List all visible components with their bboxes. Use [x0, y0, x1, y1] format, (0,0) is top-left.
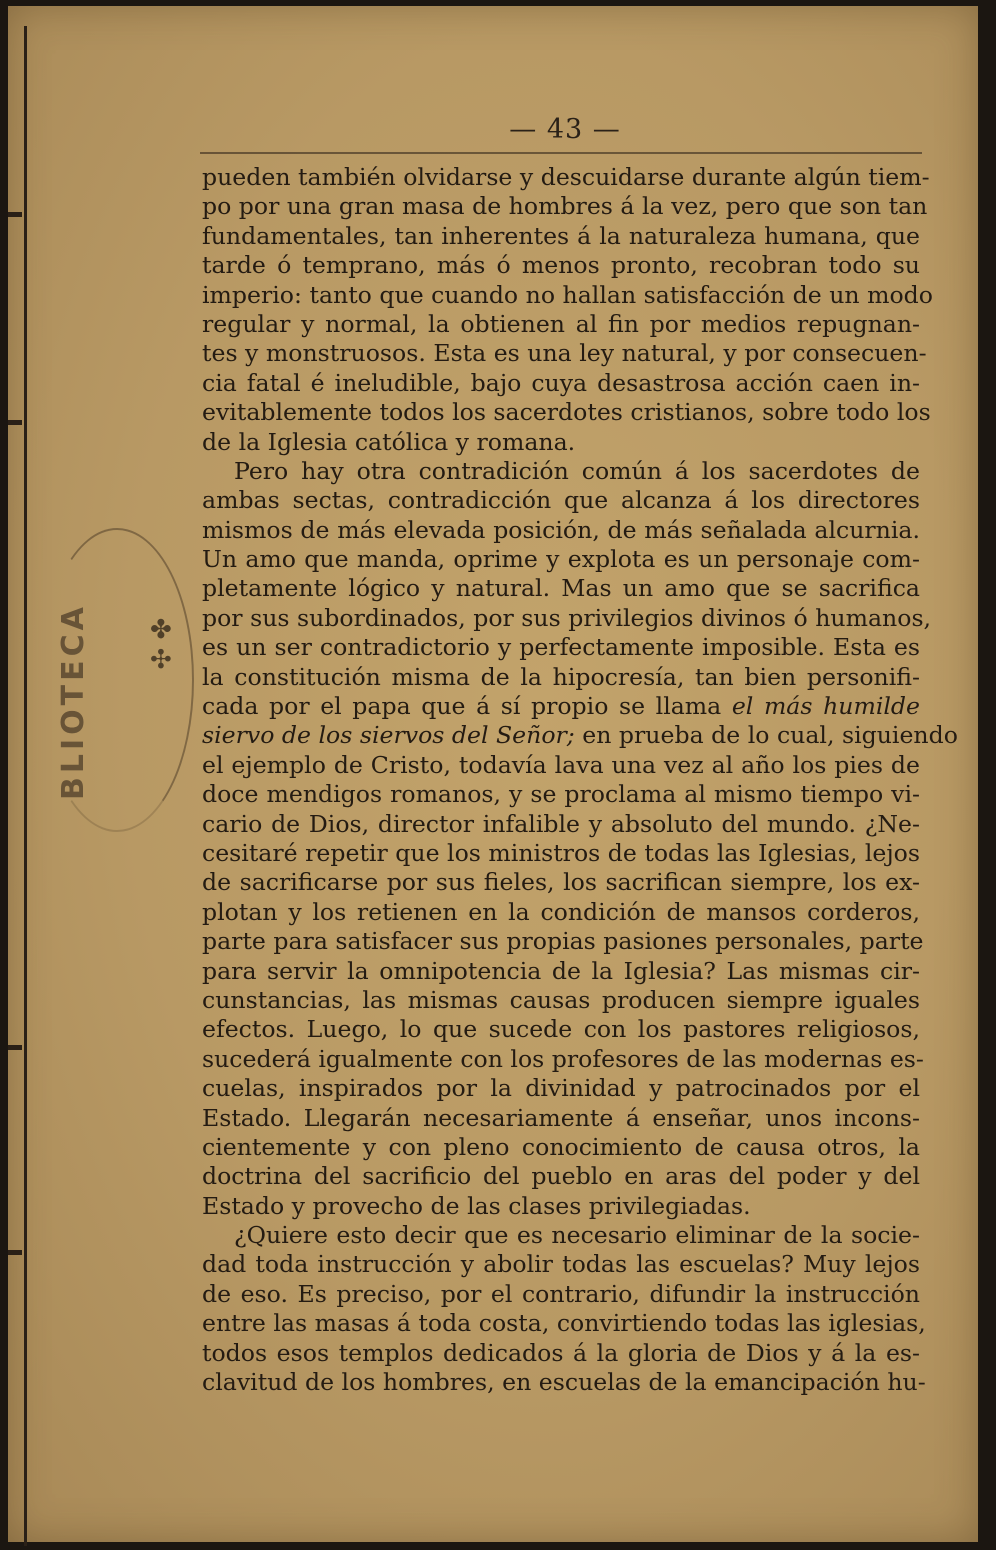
text-line: parte para satisfacer sus propias pasiones personales, parte: [202, 927, 924, 956]
text-line: Estado y provecho de las clases privilegiadas.: [202, 1191, 751, 1220]
text-line: cia fatal é ineludible, bajo cuya desastrosa acción caen in-: [202, 368, 920, 397]
text-line: el ejemplo de Cristo, todavía lava una vez al año los pies de: [202, 750, 920, 779]
italic-text: siervo de los siervos del Señor;: [202, 721, 575, 750]
edge-tick: [8, 420, 22, 425]
text-line: cientemente y con pleno conocimiento de causa otros, la: [202, 1132, 920, 1161]
text-line: sucederá igualmente con los profesores de las modernas es-: [202, 1044, 924, 1073]
text-line: tarde ó temprano, más ó menos pronto, recobran todo su: [202, 251, 920, 280]
binding-edge: [24, 26, 27, 1546]
text-line: Un amo que manda, oprime y explota es un personaje com-: [202, 545, 920, 574]
edge-tick: [8, 1045, 22, 1050]
text-line: tes y monstruosos. Esta es una ley natural, y por consecuen-: [202, 339, 927, 368]
text-line: po por una gran masa de hombres á la vez, pero que son tan: [202, 192, 928, 221]
text-line: fundamentales, tan inherentes á la naturaleza humana, que: [202, 221, 920, 250]
text-line: pueden también olvidarse y descuidarse durante algún tiem-: [202, 163, 930, 191]
text-line: cunstancias, las mismas causas producen siempre iguales: [202, 985, 920, 1014]
text-line: mismos de más elevada posición, de más señalada alcurnia.: [202, 515, 920, 544]
text-line: la constitución misma de la hipocresía, tan bien personifi-: [202, 662, 920, 691]
text-line: regular y normal, la obtienen al fin por medios repugnan-: [202, 309, 920, 338]
library-stamp-text: BLIOTECA: [56, 603, 91, 800]
text-line: plotan y los retienen en la condición de mansos corderos,: [202, 897, 920, 926]
stamp-mark: ✤ ✣: [150, 615, 172, 675]
text-line: es un ser contradictorio y perfectamente imposible. Esta es: [202, 633, 920, 662]
text-line: de eso. Es preciso, por el contrario, difundir la instrucción: [202, 1279, 920, 1308]
edge-tick: [8, 212, 22, 217]
text-line: cesitaré repetir que los ministros de todas las Iglesias, lejos: [202, 838, 920, 867]
text-line: de la Iglesia católica y romana.: [202, 427, 576, 456]
text-line: por sus subordinados, por sus privilegios divinos ó humanos,: [202, 603, 932, 632]
text-line: entre las masas á toda costa, convirtiendo todas las iglesias,: [202, 1309, 926, 1338]
text-line: evitablemente todos los sacerdotes cristianos, sobre todo los: [202, 398, 931, 427]
text-segment: cada por el papa que á sí propio se llama: [202, 692, 722, 721]
text-line: pletamente lógico y natural. Mas un amo que se sacrifica: [202, 574, 920, 603]
text-line: cario de Dios, director infalible y absoluto del mundo. ¿Ne-: [202, 809, 920, 838]
header-rule: [200, 152, 922, 154]
text-line: [202, 721, 958, 750]
text-line: Pero hay otra contradición común á los sacerdotes de: [234, 456, 920, 485]
page-number: — 43 —: [509, 114, 621, 145]
text-line: imperio: tanto que cuando no hallan satisfacción de un modo: [202, 280, 933, 309]
edge-tick: [8, 1250, 22, 1255]
text-line: todos esos templos dedicados á la gloria de Dios y á la es-: [202, 1338, 920, 1367]
text-line: Estado. Llegarán necesariamente á enseñar, unos incons-: [202, 1103, 920, 1132]
text-line: doctrina del sacrificio del pueblo en aras del poder y del: [202, 1162, 920, 1191]
text-line: [202, 692, 920, 721]
italic-text: el más humilde: [731, 692, 920, 721]
text-line: ¿Quiere esto decir que es necesario eliminar de la socie-: [234, 1221, 920, 1250]
body-text: [202, 163, 958, 1397]
text-line: clavitud de los hombres, en escuelas de la emancipación hu-: [202, 1368, 926, 1397]
text-line: doce mendigos romanos, y se proclama al mismo tiempo vi-: [202, 780, 920, 809]
text-line: dad toda instrucción y abolir todas las escuelas? Muy lejos: [202, 1250, 920, 1279]
text-segment: en prueba de lo cual, siguiendo: [582, 721, 958, 750]
text-line: ambas sectas, contradicción que alcanza á los directores: [202, 486, 920, 515]
text-line: de sacrificarse por sus fieles, los sacrifican siempre, los ex-: [202, 868, 920, 897]
text-line: para servir la omnipotencia de la Iglesia? Las mismas cir-: [202, 956, 920, 985]
text-line: cuelas, inspirados por la divinidad y patrocinados por el: [202, 1074, 920, 1103]
text-line: efectos. Luego, lo que sucede con los pastores religiosos,: [202, 1015, 920, 1044]
